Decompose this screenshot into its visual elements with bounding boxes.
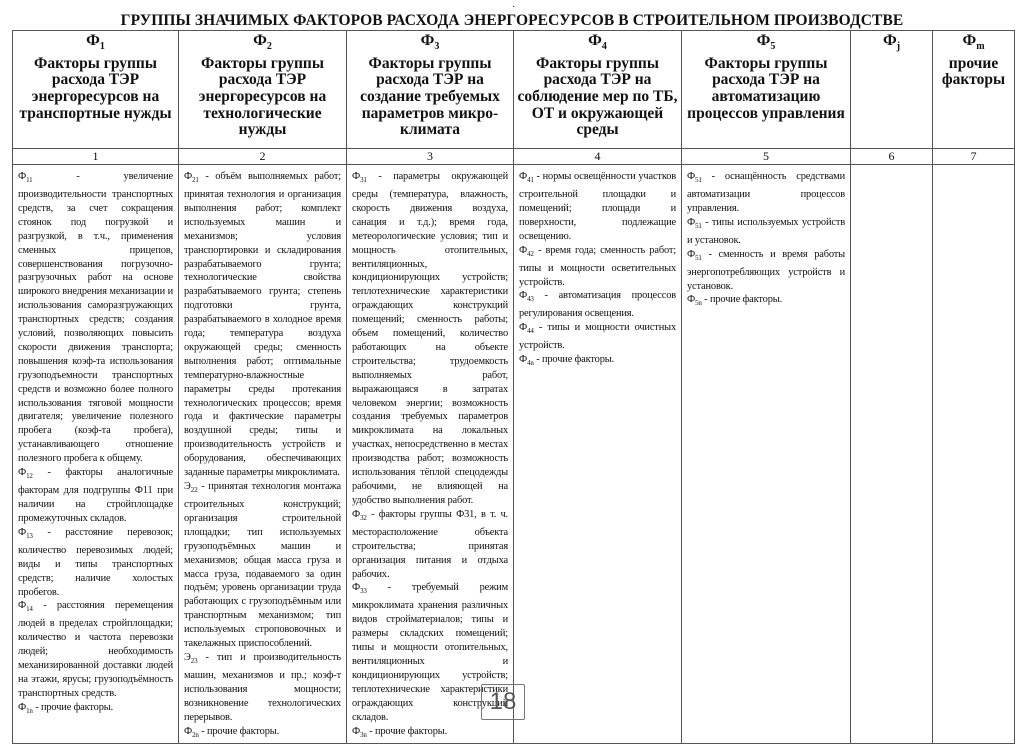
factor-entry: $Ф_{11}$ - увеличение производительности транспортных средств, за счет сокращения стоянок под погрузкой и разгрузкой, в т.ч., применения сменных прицепов, совершенствования погрузочно-разгрузочных работ на основе широкого внедрения механизации и использования саморазгружающих транспортных средств; создания условий, позволяющих повысить скорости движения транспорта; повышения коэф-та использования грузоподъемности транспортных средств и возможно более полного использования тяговой мощности двигателя; увеличение полезного пробега (коэф-та пробега), устанавливающего отношение полезного пробега к общему.: [18, 171, 173, 465]
factor-entry: $Ф_{4n}$ - прочие факторы.: [519, 354, 615, 368]
column-body-7: [933, 165, 1015, 744]
factor-entry: $Ф_{3n}$ - прочие факторы.: [352, 725, 448, 739]
factor-entry: $Ф_{21}$ - объём выполняемых работ; принятая технология и организация выполнения работ; комплект используемых машин и механизмов; условия транспортировки и складирования разрабатываемого грунта; технологические свойства разрабатываемого грунта; степень подготовки грунта, разрабатываемого в холодное время года; температура воздуха окружающей среды; сменность выполнения работ; оптимальные температурно-влажностные параметры среды протекания технологических процессов; время года и фактические параметры воздушной среды; типы и производительность устройств и оборудования, обеспечивающих заданные параметры микроклимата.: [184, 171, 341, 479]
column-number: 7: [933, 149, 1015, 165]
column-number: 4: [514, 149, 682, 165]
column-body-5: [682, 165, 851, 744]
factor-entry: $Э_{23}$ - тип и производительность машин, механизмов и пр.; коэф-т использования мощности; возникновение технологических перерывов.: [184, 651, 341, 723]
group-symbol: $Ф_m$: [962, 32, 985, 53]
page-number: 18: [481, 684, 525, 720]
stray-dot: ·: [512, 2, 516, 13]
body-row: [13, 165, 1015, 744]
factor-entry: $Ф_{32}$ - факторы группы Ф31, в т. ч. месторасположение объекта строительства; принятая организация питания и отдыха рабочих.: [352, 508, 508, 580]
column-header-1: [13, 31, 179, 149]
factor-entry: $Ф_{13}$ - расстояние перевозок; количество перевозимых людей; виды и типы транспортных средств; наличие холостых пробегов.: [18, 526, 173, 598]
factor-entry: $Ф_{14}$ - расстояния перемещения людей в пределах стройплощадки; количество и частота перевозки людей; необходимость механизированной доставки людей на этажи, ярусы; грузоподъёмность транспортных средств.: [18, 600, 173, 699]
factor-entry: $Э_{22}$ - принятая технология монтажа строительных конструкций; организация строительной площадки; тип используемых грузоподъёмных машин и механизмов; общая масса груза и масса груза, подаваемого за один подъём; уровень организации труда работающих с грузоподъёмным или транспортным механизмом; тип используемых стропововочных и такелажных приспособлений.: [184, 481, 341, 650]
factor-entry: $Ф_{31}$ - параметры окружающей среды (температура, влажность, скорость движения воздуха, санация и т.д.); время года, метеорологические условия; тип и мощность отопительных, вентиляционных, кондиционирующих устройств; теплотехнические характеристики ограждающих конструкций помещений; сменность работы; объем помещений, количество работающих на объекте строительства; трудоемкость выполняемых работ, выражающаяся в затратах человеком энергии; возможность создания требуемых параметров микроклимата на локальных участках, непосредственно в местах производства работ; возможность использования тёплой спецодежды рабочими, не влияющей на удобство выполнения работ.: [352, 171, 508, 506]
column-number: 3: [347, 149, 514, 165]
header-row: [13, 31, 1015, 149]
column-body-4: [514, 165, 682, 744]
column-number: 2: [179, 149, 347, 165]
column-header-5: [682, 31, 851, 149]
factor-entry: $Ф_{41}$ - нормы освещённости участков строительной площадки и помещений; площади и поверхности, подлежащие освещению.: [519, 171, 676, 242]
group-symbol: $Ф_j$: [882, 32, 901, 53]
factor-entry: $Ф_{43}$ - автоматизация процессов регулирования освещения.: [519, 290, 676, 320]
factor-entry: $Ф_{51}$ - сменность и время работы энергопотребляющих устройств и установок.: [687, 248, 845, 292]
factor-entry: $Ф_{51}$ - типы используемых устройств и установок.: [687, 216, 845, 246]
group-label: Факторы группы расхода ТЭР энергоресурсов на транспортные нужды: [19, 54, 172, 122]
column-header-3: [347, 31, 514, 149]
factor-entry: $Ф_{1n}$ - прочие факторы.: [18, 701, 114, 715]
factor-entry: $Ф_{12}$ - факторы аналогичные факторам для подгруппы Ф11 при наличии на стройплощадке промежуточных складов.: [18, 467, 173, 524]
factor-entry: $Ф_{44}$ - типы и мощности очистных устройств.: [519, 322, 676, 352]
group-symbol: $Ф_1$: [86, 32, 105, 53]
page-title: ГРУППЫ ЗНАЧИМЫХ ФАКТОРОВ РАСХОДА ЭНЕРГОРЕСУРСОВ В СТРОИТЕЛЬНОМ ПРОИЗВОДСТВЕ: [120, 12, 904, 29]
column-body-1: [13, 165, 179, 744]
column-number-row: [13, 149, 1015, 165]
factor-entry: $Ф_{2n}$ - прочие факторы.: [184, 725, 280, 739]
column-body-2: [179, 165, 347, 744]
group-label: Факторы группы расхода ТЭР энергоресурсов на технологические нужды: [198, 54, 327, 139]
group-label: прочие факторы: [941, 54, 1006, 89]
factor-entry: $Ф_{33}$ - требуемый режим микроклимата хранения различных видов стройматериалов; типы и размеры складских помещений; типы и мощности отопительных, вентиляционных и кондиционирующих устройств; теплотехнические характеристики ограждающих конструкций складов.: [352, 582, 508, 723]
column-header-2: [179, 31, 347, 149]
column-number: 6: [851, 149, 933, 165]
column-number: 5: [682, 149, 851, 165]
group-symbol: $Ф_4$: [588, 32, 607, 53]
group-symbol: $Ф_5$: [756, 32, 776, 53]
column-header-6: [851, 31, 933, 149]
column-body-6: [851, 165, 933, 744]
group-symbol: $Ф_3$: [420, 32, 440, 53]
column-number: 1: [13, 149, 179, 165]
factor-entry: $Ф_{42}$ - время года; сменность работ; типы и мощности осветительных устройств.: [519, 244, 676, 288]
column-body-3: [347, 165, 514, 744]
factors-table: [12, 30, 1015, 744]
group-label: Факторы группы расхода ТЭР на создание требуемых параметров микро-климата: [360, 54, 500, 139]
factor-entry: $Ф_{51}$ - оснащённость средствами автоматизации процессов управления.: [687, 171, 845, 214]
column-header-4: [514, 31, 682, 149]
column-header-7: [933, 31, 1015, 149]
group-label: Факторы группы расхода ТЭР на соблюдение мер по ТБ, ОТ и окружающей среды: [517, 54, 678, 139]
group-symbol: $Ф_2$: [253, 32, 272, 53]
group-label: Факторы группы расхода ТЭР на автоматизацию процессов управления: [687, 54, 845, 122]
factor-entry: $Ф_{5n}$ - прочие факторы.: [687, 294, 783, 308]
